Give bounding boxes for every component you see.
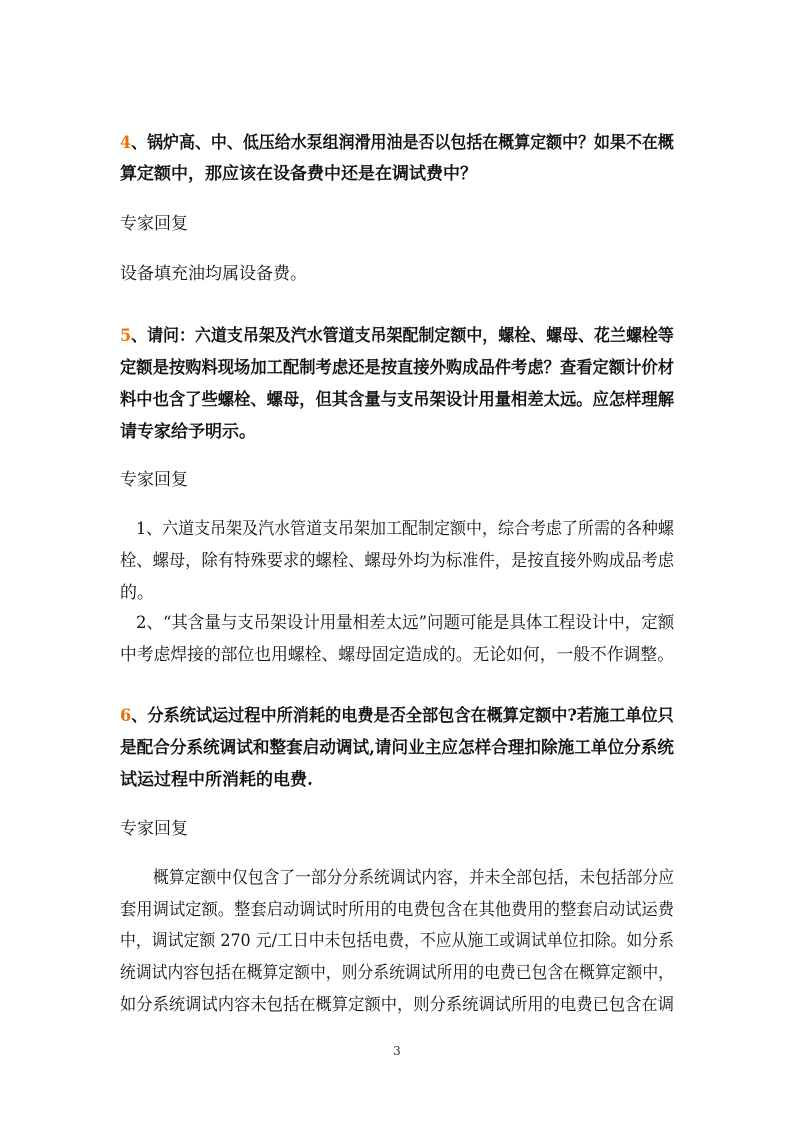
reply-6-line-3: 中，调试定额 270 元/工日中未包括电费，不应从施工或调试单位扣除。如分系	[120, 931, 674, 951]
question-6-line-2: 是配合分系统调试和整套启动调试,请问业主应怎样合理扣除施工单位分系统	[120, 738, 674, 758]
question-number: 4	[120, 133, 132, 153]
reply-5-p1-line-3: 的。	[120, 583, 154, 603]
question-5-line-3: 料中也含了些螺栓、螺母，但其含量与支吊架设计用量相差太远。应怎样理解	[120, 390, 674, 410]
reply-6-line-4: 统调试内容包括在概算定额中，则分系统调试所用的电费已包含在概算定额中，	[120, 963, 674, 983]
question-text: 、请问：六道支吊架及汽水管道支吊架配制定额中，螺栓、螺母、花兰螺栓等	[131, 326, 674, 346]
page-number: 3	[393, 1044, 401, 1058]
question-6-line-1	[120, 706, 674, 726]
reply-6-line-2: 套用调试定额。整套启动调试时所用的电费包含在其他费用的整套启动试运费	[120, 900, 674, 920]
reply-6-line-5: 如分系统调试内容未包括在概算定额中，则分系统调试所用的电费已包含在调	[120, 995, 674, 1015]
question-4-line-2: 算定额中，那应该在设备费中还是在调试费中？	[120, 164, 477, 184]
question-number: 6	[120, 706, 132, 726]
reply-5-p2-line-2: 中考虑焊接的部位也用螺栓、螺母固定造成的。无论如何，一般不作调整。	[120, 645, 674, 665]
reply-4-text: 设备填充油均属设备费。	[120, 264, 307, 284]
reply-6-line-1: 概算定额中仅包含了一部分分系统调试内容，并未全部包括，未包括部分应	[153, 868, 674, 888]
question-text: 、分系统试运过程中所消耗的电费是否全部包含在概算定额中?若施工单位只	[131, 706, 674, 726]
reply-5-p1-line-2: 栓、螺母，除有特殊要求的螺栓、螺母外均为标准件，是按直接外购成品考虑	[120, 551, 674, 571]
question-5-line-4: 请专家给予明示。	[120, 422, 256, 442]
question-text: 、锅炉高、中、低压给水泵组润滑用油是否以包括在概算定额中？如果不在概	[131, 133, 674, 153]
reply-label: 专家回复	[120, 214, 188, 234]
question-6-line-3: 试运过程中所消耗的电费.	[120, 770, 313, 790]
reply-5-p1-line-1: 1、六道支吊架及汽水管道支吊架加工配制定额中，综合考虑了所需的各种螺	[136, 519, 674, 539]
reply-5-p2-line-1: 2、“其含量与支吊架设计用量相差太远”问题可能是具体工程设计中，定额	[136, 613, 675, 633]
reply-label: 专家回复	[120, 819, 188, 839]
question-5-line-2: 定额是按购料现场加工配制考虑还是按直接外购成品件考虑？查看定额计价材	[120, 358, 674, 378]
question-4-line-1	[120, 133, 674, 153]
reply-label: 专家回复	[120, 470, 188, 490]
question-5-line-1	[120, 326, 674, 346]
question-number: 5	[120, 326, 132, 346]
